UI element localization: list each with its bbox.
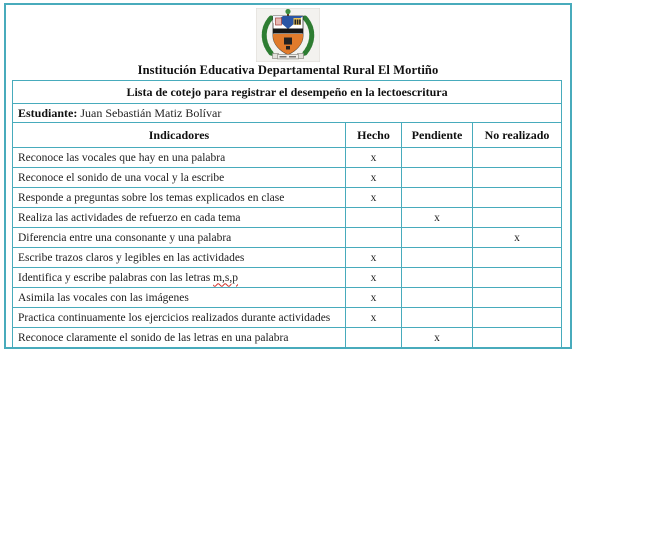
indicator-row [13,328,562,348]
indicator-text: Escribe trazos claros y legibles en las actividades [18,251,245,264]
column-header-pendiente: Pendiente [402,123,473,148]
hecho-mark: x [346,188,402,208]
indicator-text: Reconoce claramente el sonido de las letras en una palabra [18,331,289,344]
no-realizado-mark [473,288,562,308]
no-realizado-mark: x [473,228,562,248]
checklist-title: Lista de cotejo para registrar el desempeño en la lectoescritura [13,81,562,104]
no-realizado-mark [473,208,562,228]
column-header-indicadores: Indicadores [13,123,346,148]
hecho-mark: x [346,288,402,308]
hecho-mark [346,228,402,248]
indicator-cell [13,148,346,168]
indicator-cell [13,228,346,248]
indicator-row [13,248,562,268]
column-header-no-realizado: No realizado [473,123,562,148]
no-realizado-mark [473,308,562,328]
indicator-cell [13,328,346,348]
indicator-text: Diferencia entre una consonante y una palabra [18,231,232,244]
indicator-text: Realiza las actividades de refuerzo en cada tema [18,211,241,224]
indicator-row [13,208,562,228]
pendiente-mark [402,288,473,308]
checklist-title-row [13,81,562,104]
no-realizado-mark [473,148,562,168]
pendiente-mark [402,308,473,328]
no-realizado-mark [473,328,562,348]
indicator-text: Identifica y escribe palabras con las letras [18,271,214,284]
hecho-mark: x [346,248,402,268]
school-crest-icon [256,8,320,62]
indicator-row [13,288,562,308]
indicator-cell [13,168,346,188]
student-label: Estudiante: [18,105,78,120]
indicator-row [13,168,562,188]
indicator-row [13,148,562,168]
pendiente-mark [402,188,473,208]
hecho-mark [346,208,402,228]
indicator-cell [13,188,346,208]
indicator-text: Asimila las vocales con las imágenes [18,291,189,304]
no-realizado-mark [473,188,562,208]
checklist-table-body [13,81,562,348]
column-header-hecho: Hecho [346,123,402,148]
student-row [13,104,562,123]
hecho-mark: x [346,308,402,328]
indicator-cell [13,208,346,228]
checklist-table [12,80,562,348]
indicator-row [13,188,562,208]
pendiente-mark [402,228,473,248]
pendiente-mark [402,148,473,168]
checklist-frame [4,3,572,349]
pendiente-mark: x [402,328,473,348]
hecho-mark: x [346,168,402,188]
indicator-row [13,228,562,248]
pendiente-mark [402,168,473,188]
indicator-misspelled-text: m,s,p [213,271,239,284]
pendiente-mark [402,248,473,268]
indicator-cell [13,268,346,288]
hecho-mark: x [346,148,402,168]
student-cell [13,104,562,123]
pendiente-mark: x [402,208,473,228]
no-realizado-mark [473,248,562,268]
student-name: Juan Sebastián Matiz Bolívar [80,105,222,120]
indicator-cell [13,248,346,268]
hecho-mark: x [346,268,402,288]
indicator-cell [13,288,346,308]
no-realizado-mark [473,268,562,288]
indicator-text: Reconoce el sonido de una vocal y la escribe [18,171,225,184]
indicator-cell [13,308,346,328]
indicator-row [13,308,562,328]
table-header-row [13,123,562,148]
indicator-text: Responde a preguntas sobre los temas explicados en clase [18,191,285,204]
institution-title: Institución Educativa Departamental Rural El Mortiño [137,63,439,77]
indicator-text: Practica continuamente los ejercicios realizados durante actividades [18,311,331,324]
indicator-row [13,268,562,288]
hecho-mark [346,328,402,348]
pendiente-mark [402,268,473,288]
no-realizado-mark [473,168,562,188]
indicator-text: Reconoce las vocales que hay en una palabra [18,151,226,164]
